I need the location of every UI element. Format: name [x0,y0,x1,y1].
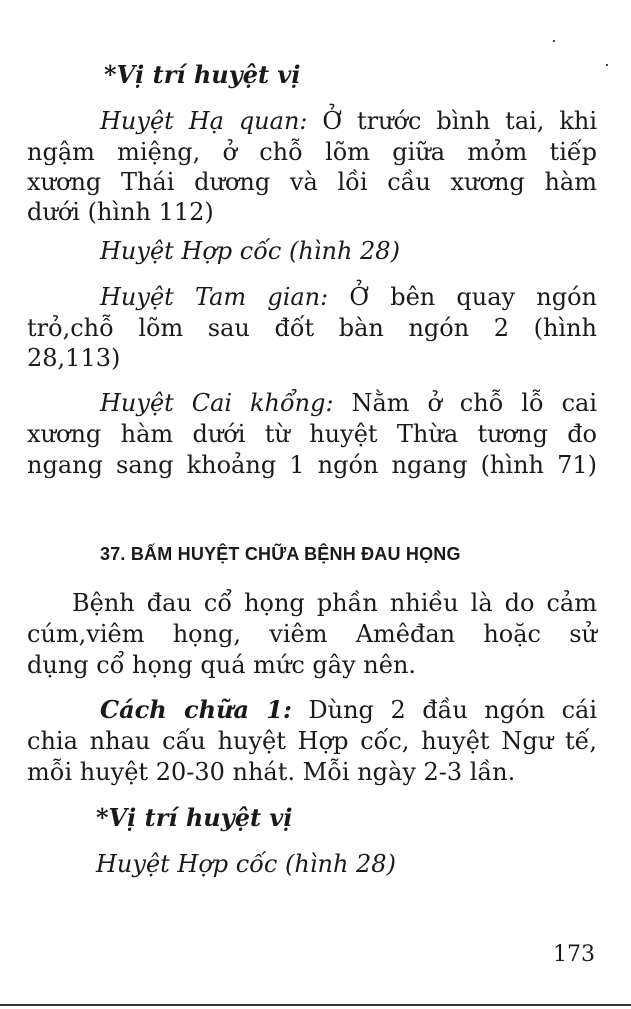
item-tam-gian-first-line: Huyệt Tam gian: Ở bên quay ngón [100,283,597,311]
item-cai-khong-first-line: Huyệt Cai khổng: Nằm ở chỗ lỗ cai [100,389,597,417]
item-tam-gian-name: Huyệt Tam gian: [100,283,329,311]
scan-speck [606,64,608,66]
item-tam-gian-line: 28,113) [27,344,121,372]
scan-speck [553,40,555,42]
method-first-line: Cách chữa 1: Dùng 2 đầu ngón cái [100,695,597,724]
method-line: mỗi huyệt 20-30 nhát. Mỗi ngày 2-3 lần. [27,758,516,786]
intro-line: Bệnh đau cổ họng phần nhiều là do cảm [72,589,597,617]
item-ha-quan-line: ngậm miệng, ở chỗ lõm giữa mỏm tiếp [27,138,597,166]
subheading-huyet-vi-1: *Vị trí huyệt vị [104,60,301,89]
item-ha-quan-name: Huyệt Hạ quan: [100,107,308,135]
method-label: Cách chữa 1: [100,695,292,724]
page-bottom-edge [0,1004,631,1006]
item-hop-coc: Huyệt Hợp cốc (hình 28) [100,237,400,265]
item-cai-khong-line: xương hàm dưới từ huyệt Thừa tương đo [27,420,597,448]
intro-line: dụng cổ họng quá mức gây nên. [27,651,417,679]
item-ha-quan-line: dưới (hình 112) [27,198,214,226]
intro-line: cúm,viêm họng, viêm Amêđan hoặc sử [27,620,597,648]
item-cai-khong-line: ngang sang khoảng 1 ngón ngang (hình 71) [27,451,597,479]
subheading-huyet-vi-2: *Vị trí huyệt vị [96,803,293,832]
section-heading: 37. BẤM HUYỆT CHỮA BỆNH ĐAU HỌNG [100,544,461,564]
item-ha-quan-first-line: Huyệt Hạ quan: Ở trước bình tai, khi [100,107,597,135]
item-cai-khong-name: Huyệt Cai khổng: [100,389,334,417]
item-hop-coc-2: Huyệt Hợp cốc (hình 28) [96,850,396,878]
item-ha-quan-line: xương Thái dương và lồi cầu xương hàm [27,168,597,196]
page-number: 173 [553,942,595,967]
method-line: chia nhau cấu huyệt Hợp cốc, huyệt Ngư tế, [27,727,597,755]
item-tam-gian-line: trỏ,chỗ lõm sau đốt bàn ngón 2 (hình [27,314,597,342]
